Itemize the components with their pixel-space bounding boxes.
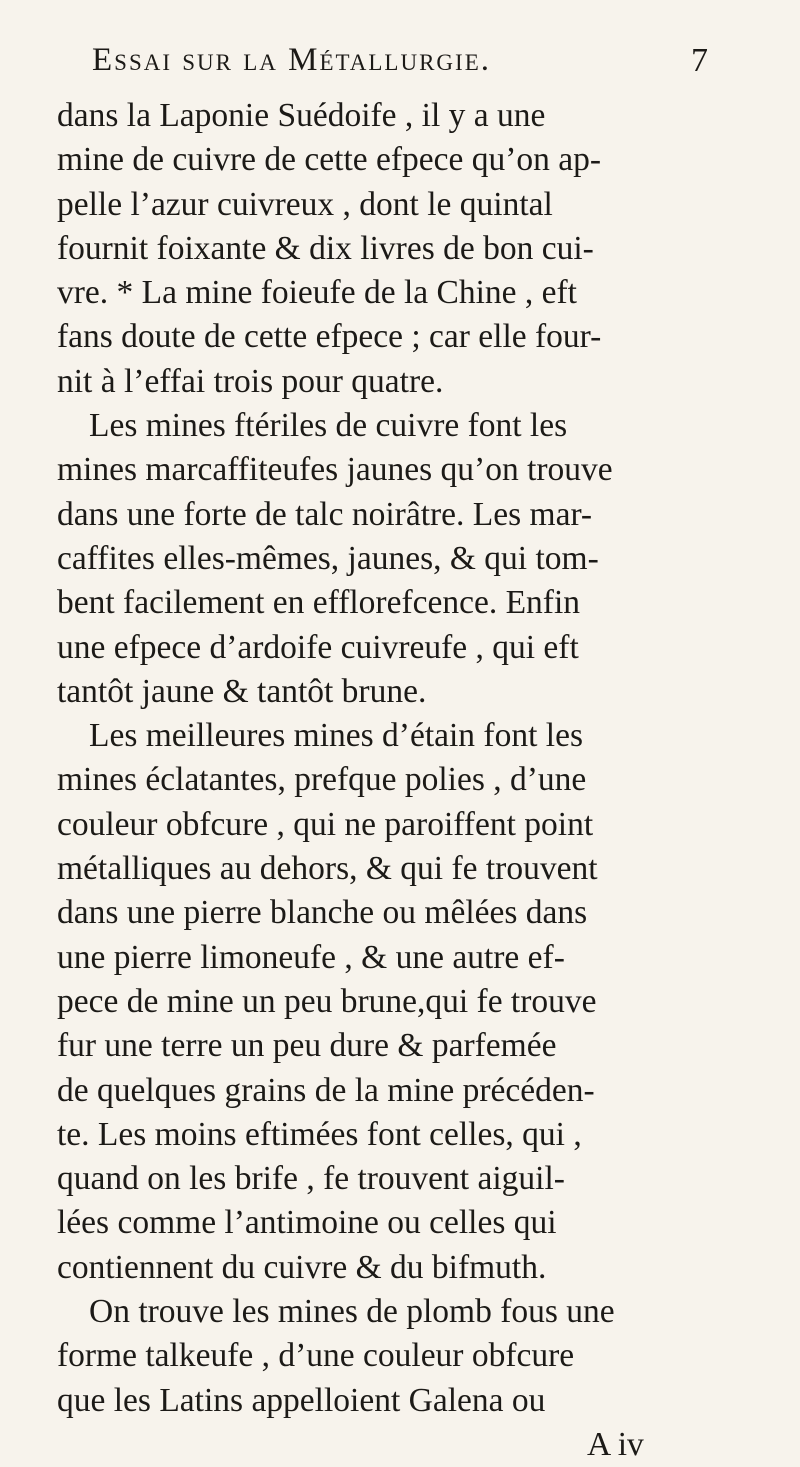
- paragraph-start: Les mines ftériles de cuivre font les: [89, 407, 568, 445]
- text-line: caffites elles-mêmes, jaunes, & qui tom-: [57, 539, 599, 577]
- text-line: bent facilement en efflorefcence. Enfin: [57, 584, 580, 622]
- text-line: une pierre limoneufe , & une autre ef-: [57, 938, 565, 976]
- text-line: couleur obfcure , qui ne paroiffent point: [57, 805, 594, 843]
- text-line: mines marcaffiteufes jaunes qu’on trouve: [57, 451, 613, 489]
- text-line: te. Les moins eftimées font celles, qui ,: [57, 1115, 582, 1153]
- signature-mark: A iv: [587, 1425, 644, 1463]
- text-line: dans la Laponie Suédoife , il y a une: [57, 97, 546, 134]
- text-line: mines éclatantes, prefque polies , d’une: [57, 761, 587, 799]
- text-line: fur une terre un peu dure & parfemée: [57, 1027, 557, 1065]
- paragraph-start: Les meilleures mines d’étain font les: [89, 717, 583, 755]
- text-line: une efpece d’ardoife cuivreufe , qui eft: [57, 628, 579, 666]
- body-text: [57, 94, 757, 1467]
- text-line: nit à l’effai trois pour quatre.: [57, 362, 444, 400]
- text-line: pece de mine un peu brune,qui fe trouve: [57, 982, 597, 1020]
- paragraph-start: On trouve les mines de plomb fous une: [89, 1293, 615, 1331]
- text-line: tantôt jaune & tantôt brune.: [57, 672, 427, 710]
- text-line: métalliques au dehors, & qui fe trouvent: [57, 850, 598, 888]
- text-line: fournit foixante & dix livres de bon cui-: [57, 229, 594, 267]
- text-line: lées comme l’antimoine ou celles qui: [57, 1204, 557, 1242]
- text-line: fans doute de cette efpece ; car elle four-: [57, 318, 602, 356]
- text-line: dans une pierre blanche ou mêlées dans: [57, 894, 588, 932]
- text-line: pelle l’azur cuivreux , dont le quintal: [57, 185, 553, 223]
- text-line: contiennent du cuivre & du bifmuth.: [57, 1248, 547, 1286]
- text-line: quand on les brife , fe trouvent aiguil-: [57, 1160, 565, 1198]
- text-line: mine de cuivre de cette efpece qu’on ap-: [57, 141, 602, 179]
- page-header: [88, 42, 708, 90]
- text-line: de quelques grains de la mine précéden-: [57, 1071, 595, 1109]
- text-line: forme talkeufe , d’une couleur obfcure: [57, 1337, 575, 1375]
- running-title: Essai sur la Métallurgie.: [92, 42, 491, 78]
- page-number: 7: [691, 42, 708, 79]
- text-line: vre. * La mine foieufe de la Chine , eft: [57, 274, 577, 312]
- text-line: dans une forte de talc noirâtre. Les mar-: [57, 495, 593, 533]
- text-line: que les Latins appelloient Galena ou: [57, 1381, 546, 1419]
